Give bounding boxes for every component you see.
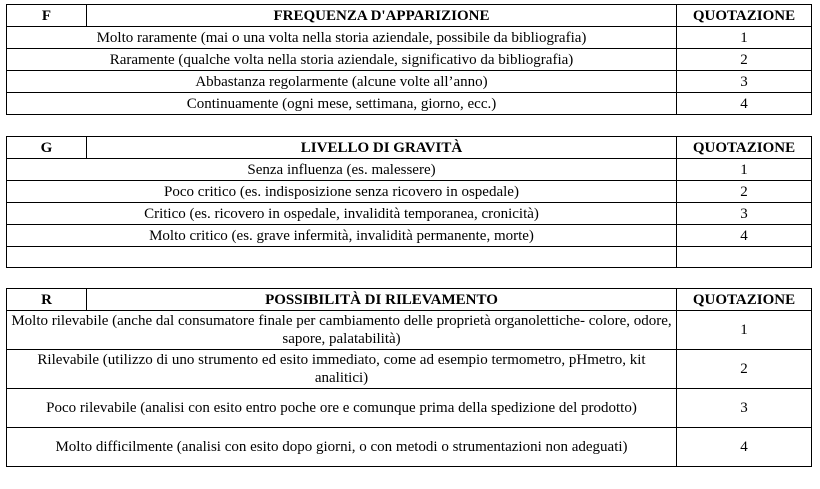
row-score: 4: [677, 225, 812, 247]
table-row: [7, 389, 812, 428]
row-score: 3: [677, 203, 812, 225]
empty-row: [7, 247, 812, 268]
detectability-table: [6, 288, 812, 467]
row-description: Continuamente (ogni mese, settimana, giorno, ecc.): [7, 93, 677, 115]
table-row: [7, 350, 812, 389]
table-letter: R: [7, 289, 87, 311]
table-row: [7, 428, 812, 467]
score-header: QUOTAZIONE: [677, 5, 812, 27]
table-title: POSSIBILITÀ DI RILEVAMENTO: [87, 289, 677, 311]
row-score: 3: [677, 71, 812, 93]
table-row: [7, 93, 812, 115]
row-score: 1: [677, 27, 812, 49]
table-header-row: [7, 137, 812, 159]
row-description: Molto rilevabile (anche dal consumatore finale per cambiamento delle proprietà organolettiche- colore, odore, sapore, palatabilità): [7, 311, 677, 350]
table-row: [7, 71, 812, 93]
score-header: QUOTAZIONE: [677, 289, 812, 311]
row-score: 1: [677, 311, 812, 350]
table-row: [7, 181, 812, 203]
row-description: Senza influenza (es. malessere): [7, 159, 677, 181]
row-score: 3: [677, 389, 812, 428]
empty-cell: [7, 247, 677, 268]
table-title: LIVELLO DI GRAVITÀ: [87, 137, 677, 159]
row-score: 4: [677, 428, 812, 467]
table-letter: F: [7, 5, 87, 27]
table-row: [7, 159, 812, 181]
row-score: 2: [677, 350, 812, 389]
table-header-row: [7, 289, 812, 311]
empty-cell: [677, 247, 812, 268]
row-score: 2: [677, 49, 812, 71]
table-row: [7, 49, 812, 71]
row-description: Rilevabile (utilizzo di uno strumento ed esito immediato, come ad esempio termometro, pHmetro, kit analitici): [7, 350, 677, 389]
row-score: 2: [677, 181, 812, 203]
table-title: FREQUENZA D'APPARIZIONE: [87, 5, 677, 27]
row-score: 1: [677, 159, 812, 181]
frequency-table: [6, 4, 812, 115]
row-description: Raramente (qualche volta nella storia aziendale, significativo da bibliografia): [7, 49, 677, 71]
table-letter: G: [7, 137, 87, 159]
row-score: 4: [677, 93, 812, 115]
row-description: Critico (es. ricovero in ospedale, invalidità temporanea, cronicità): [7, 203, 677, 225]
table-row: [7, 27, 812, 49]
row-description: Abbastanza regolarmente (alcune volte all’anno): [7, 71, 677, 93]
row-description: Poco rilevabile (analisi con esito entro poche ore e comunque prima della spedizione del prodotto): [7, 389, 677, 428]
row-description: Poco critico (es. indisposizione senza ricovero in ospedale): [7, 181, 677, 203]
severity-table: [6, 136, 812, 268]
table-header-row: [7, 5, 812, 27]
row-description: Molto critico (es. grave infermità, invalidità permanente, morte): [7, 225, 677, 247]
row-description: Molto difficilmente (analisi con esito dopo giorni, o con metodi o strumentazioni non adeguati): [7, 428, 677, 467]
table-row: [7, 203, 812, 225]
row-description: Molto raramente (mai o una volta nella storia aziendale, possibile da bibliografia): [7, 27, 677, 49]
score-header: QUOTAZIONE: [677, 137, 812, 159]
table-row: [7, 225, 812, 247]
table-row: [7, 311, 812, 350]
